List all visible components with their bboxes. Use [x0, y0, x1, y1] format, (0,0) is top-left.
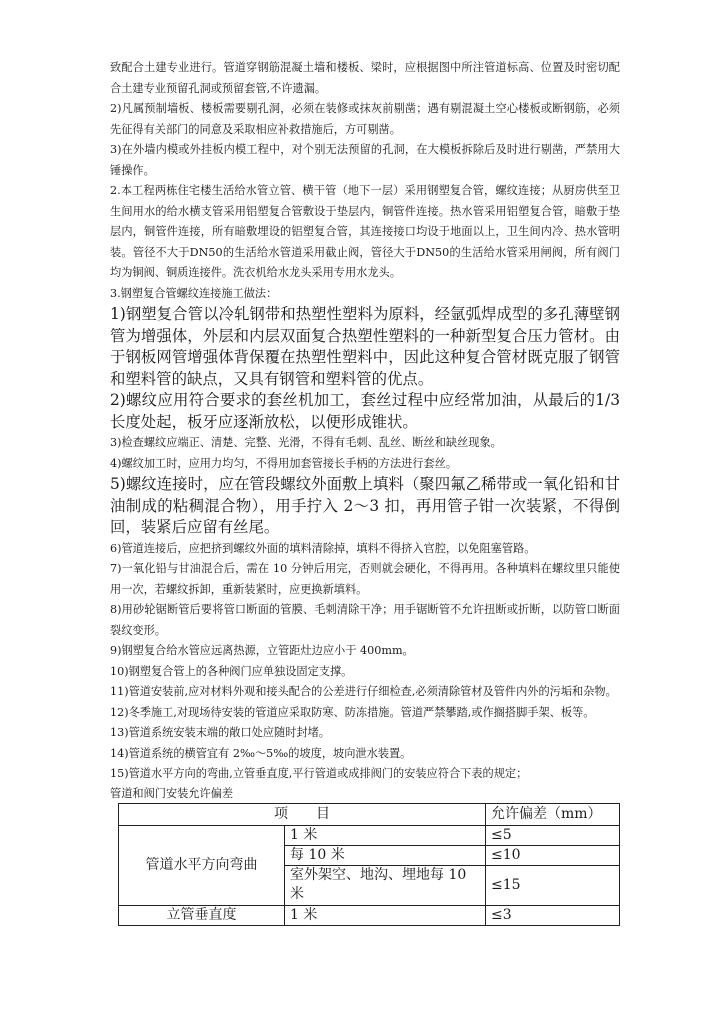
condition-cell: 1 米 [285, 825, 486, 845]
table-row [119, 905, 620, 925]
paragraph: 15)管道水平方向的弯曲,立管垂直度,平行管道或成排阀门的安装应符合下表的规定； [110, 767, 528, 780]
table-row [119, 825, 620, 845]
tolerance-cell: ≤3 [486, 905, 620, 925]
tolerance-table [118, 803, 620, 926]
paragraph: 8)用砂轮锯断管后要将管口断面的管膜、毛刺清除干净；用手锯断管不允许扭断或折断，以防管口断面裂纹变形。 [110, 603, 620, 637]
group-label-vertical: 立管垂直度 [119, 905, 285, 925]
header-item: 项 目 [119, 803, 486, 825]
paragraph: 7)一氧化铅与甘油混合后，需在 10 分钟后用完，否则就会硬化，不得再用。各种填料在螺纹里只能使用一次，若螺纹拆卸，重新装紧时，应更换新填料。 [110, 562, 620, 596]
condition-cell: 1 米 [285, 905, 486, 925]
paragraph: 致配合土建专业进行。管道穿钢筋混凝土墙和楼板、梁时，应根据图中所注管道标高、位置及时密切配合土建专业预留孔洞或预留套管,不许遗漏。 [110, 61, 620, 95]
paragraph: 3.钢塑复合管螺纹连接施工做法： [110, 286, 278, 300]
paragraph: 2.本工程两栋住宅楼生活给水管立管、横干管（地下一层）采用钢塑复合管，螺纹连接；从厨房供至卫生间用水的给水横支管采用铝塑复合管敷设于垫层内，铜管件连接。热水管采用铝塑复合管，暗敷于垫层内，铜管件连接，所有暗敷埋设的铝塑复合管，其连接接口均设于地面以上，卫生间内冷、热水管明装。管径不大于DN50的生活给水管道采用截止阀，管径大于DN50的生活给水管采用闸阀，所有阀门均为铜阀、铜质连接件。洗衣机给水龙头采用专用水龙头。 [110, 184, 620, 279]
document-page [110, 58, 620, 926]
paragraph: 2)凡属预制墙板、楼板需要剔孔洞，必须在装修或抹灰前剔凿；遇有剔混凝土空心楼板或断钢筋，必须先征得有关部门的同意及采取相应补救措施后，方可剔凿。 [110, 102, 620, 136]
condition-cell: 室外架空、地沟、埋地每 10 米 [285, 865, 486, 905]
paragraph: 12)冬季施工,对现场待安装的管道应采取防寒、防冻措施。管道严禁攀踏,或作搁搭脚手架、板等。 [110, 705, 595, 719]
tolerance-cell: ≤15 [486, 865, 620, 905]
paragraph: 14)管道系统的横管宜有 2‰～5‰的坡度，坡向泄水装置。 [110, 746, 412, 760]
paragraph: 2)螺纹应用符合要求的套丝机加工，套丝过程中应经常加油，从最后的1/3 长度处起，板牙应逐渐放松，以便形成锥状。 [110, 391, 620, 431]
paragraph: 4)螺纹加工时，应用力均匀，不得用加套管接长手柄的方法进行套丝。 [110, 456, 458, 470]
condition-cell: 每 10 米 [285, 845, 486, 865]
table-header-row [119, 803, 620, 825]
tolerance-cell: ≤10 [486, 845, 620, 865]
paragraph: 11)管道安装前,应对材料外观和接头配合的公差进行仔细检查,必须清除管材及管件内外的污垢和杂物。 [110, 685, 617, 698]
paragraph: 5)螺纹连接时，应在管段螺纹外面敷上填料（聚四氟乙稀带或一氧化铅和甘油制成的粘稠混合物），用手拧入 2～3 扣，再用管子钳一次装紧，不得倒回，装紧后应留有丝尾。 [110, 475, 620, 536]
paragraph: 1)钢塑复合管以冷轧钢带和热塑性塑料为原料，经氩弧焊成型的多孔薄壁钢管为增强体，外层和内层双面复合热塑性塑料的一种新型复合压力管材。由于钢板网管增强体背保覆在热塑性塑料中，因此这种复合管材既克服了钢管和塑料管的缺点，又具有钢管和塑料管的优点。 [110, 305, 620, 388]
paragraph: 9)钢塑复合给水管应远离热源，立管距灶边应小于 400mm。 [110, 644, 414, 657]
paragraph: 10)钢塑复合管上的各种阀门应单独设固定支撑。 [110, 664, 353, 678]
paragraph: 13)管道系统安装末端的敞口处应随时封堵。 [110, 726, 330, 739]
paragraph: 3)检查螺纹应端正、清楚、完整、光滑，不得有毛刺、乱丝、断丝和缺丝现象。 [110, 436, 502, 449]
tolerance-cell: ≤5 [486, 825, 620, 845]
group-label-horizontal-bend: 管道水平方向弯曲 [119, 825, 285, 905]
header-tolerance: 允许偏差（mm） [486, 803, 620, 825]
table-caption: 管道和阀门安装允许偏差 [110, 786, 234, 800]
body-text [110, 58, 620, 785]
paragraph: 6)管道连接后，应把挤到螺纹外面的填料清除掉，填料不得挤入官腔，以免阻塞管路。 [110, 541, 536, 555]
paragraph: 3)在外墙内模或外挂板内模工程中，对个别无法预留的孔洞，在大模板拆除后及时进行剔凿，严禁用大锤操作。 [110, 143, 620, 177]
